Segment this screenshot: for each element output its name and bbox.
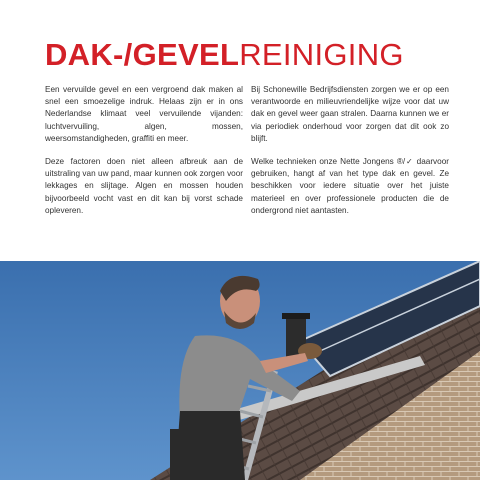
text-column-right	[251, 84, 449, 228]
paragraph: Bij Schonewille Bedrijfsdiensten zorgen we er op een verantwoorde en milieuvriendelijke wijze voor dat uw dak en gevel weer gaan stralen. Daarna kunnen we er via periodiek onderhoud voor zorgen dat dit ook zo blijft.	[251, 85, 449, 143]
title-bold: DAK-/GEVEL	[45, 37, 240, 72]
photo-illustration	[0, 261, 480, 480]
page-title	[45, 38, 404, 72]
paragraph: Een vervuilde gevel en een vergroend dak maken al snel een smoezelige indruk. Helaas zijn er in ons Nederlandse klimaat veel vervuilende vijanden: luchtvervuiling, algen, mossen, weersomstandigheden, graffiti en meer.	[45, 85, 243, 143]
paragraph: Welke technieken onze Nette Jongens ®/✓ daarvoor gebruiken, hangt af van het type dak en gevel. Ze beschikken voor iedere situatie over het juiste materieel en over professionele producten die de ondergrond niet aantasten.	[251, 157, 449, 215]
title-light: REINIGING	[239, 37, 404, 72]
roof-cleaning-photo	[0, 261, 480, 480]
text-column-left	[45, 84, 243, 228]
paragraph: Deze factoren doen niet alleen afbreuk aan de uitstraling van uw pand, maar kunnen ook zorgen voor lekkages en slijtage. Algen en mossen houden bijvoorbeeld vocht vast en dit kan bij vorst schade opleveren.	[45, 157, 243, 215]
